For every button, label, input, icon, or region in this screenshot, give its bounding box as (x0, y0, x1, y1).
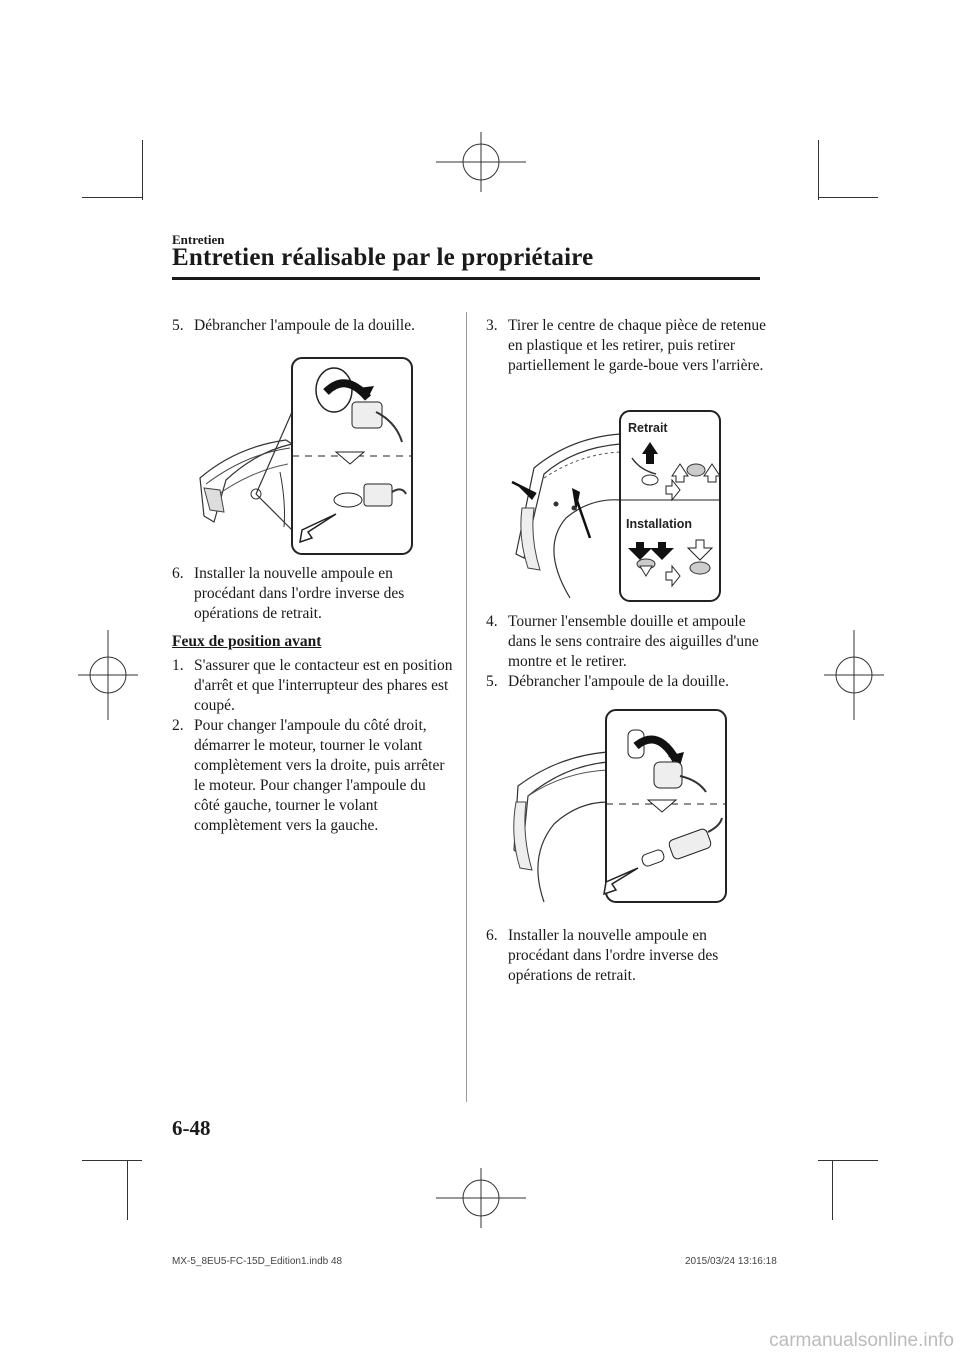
header-rule (172, 277, 760, 280)
figure-mudguard-retainers (510, 408, 724, 606)
list-item: 1. S'assurer que le contacteur est en position d'arrêt et que l'interrupteur des phares est coupé. (172, 657, 453, 714)
list-item: 2. Pour changer l'ampoule du côté droit, démarrer le moteur, tourner le volant complètement vers la droite, puis arrêter le moteur. Pour changer l'ampoule du côté gauche, tourner le volant complètement vers la gauche. (172, 717, 445, 834)
registration-mark-left (78, 630, 138, 720)
watermark: carmanualsonline.info (769, 1330, 954, 1351)
registration-mark-top (436, 132, 526, 192)
list-item: 5. Débrancher l'ampoule de la douille. (486, 673, 729, 690)
subheading-front-position-lights: Feux de position avant (172, 633, 322, 650)
left-steps-position-lights (172, 656, 454, 836)
column-divider (466, 312, 467, 1102)
page-title: Entretien réalisable par le propriétaire (172, 244, 594, 271)
footer-file: MX-5_8EU5-FC-15D_Edition1.indb 48 (172, 1256, 343, 1267)
figure-position-bulb (508, 706, 730, 906)
left-step-5: 5. Débrancher l'ampoule de la douille. (172, 317, 415, 334)
right-step-6: 6. Installer la nouvelle ampoule en procédant dans l'ordre inverse des opérations de retrait. (486, 927, 719, 984)
label-retrait: Retrait (628, 421, 668, 435)
label-installation: Installation (626, 517, 692, 531)
section-label: Entretien (172, 232, 225, 247)
registration-mark-right (824, 630, 884, 720)
page-number: 6-48 (172, 1116, 211, 1140)
footer-timestamp: 2015/03/24 13:16:18 (685, 1256, 777, 1267)
left-step-6: 6. Installer la nouvelle ampoule en procédant dans l'ordre inverse des opérations de retrait. (172, 565, 405, 622)
right-steps-4-5 (486, 612, 768, 692)
figure-headlight-bulb (196, 352, 418, 558)
right-step-3: 3. Tirer le centre de chaque pièce de retenue en plastique et les retirer, puis retirer partiellement le garde-boue vers l'arrière. (486, 317, 767, 374)
list-item: 4. Tourner l'ensemble douille et ampoule dans le sens contraire des aiguilles d'une montre et le retirer. (486, 613, 759, 670)
registration-mark-bottom (436, 1168, 526, 1228)
